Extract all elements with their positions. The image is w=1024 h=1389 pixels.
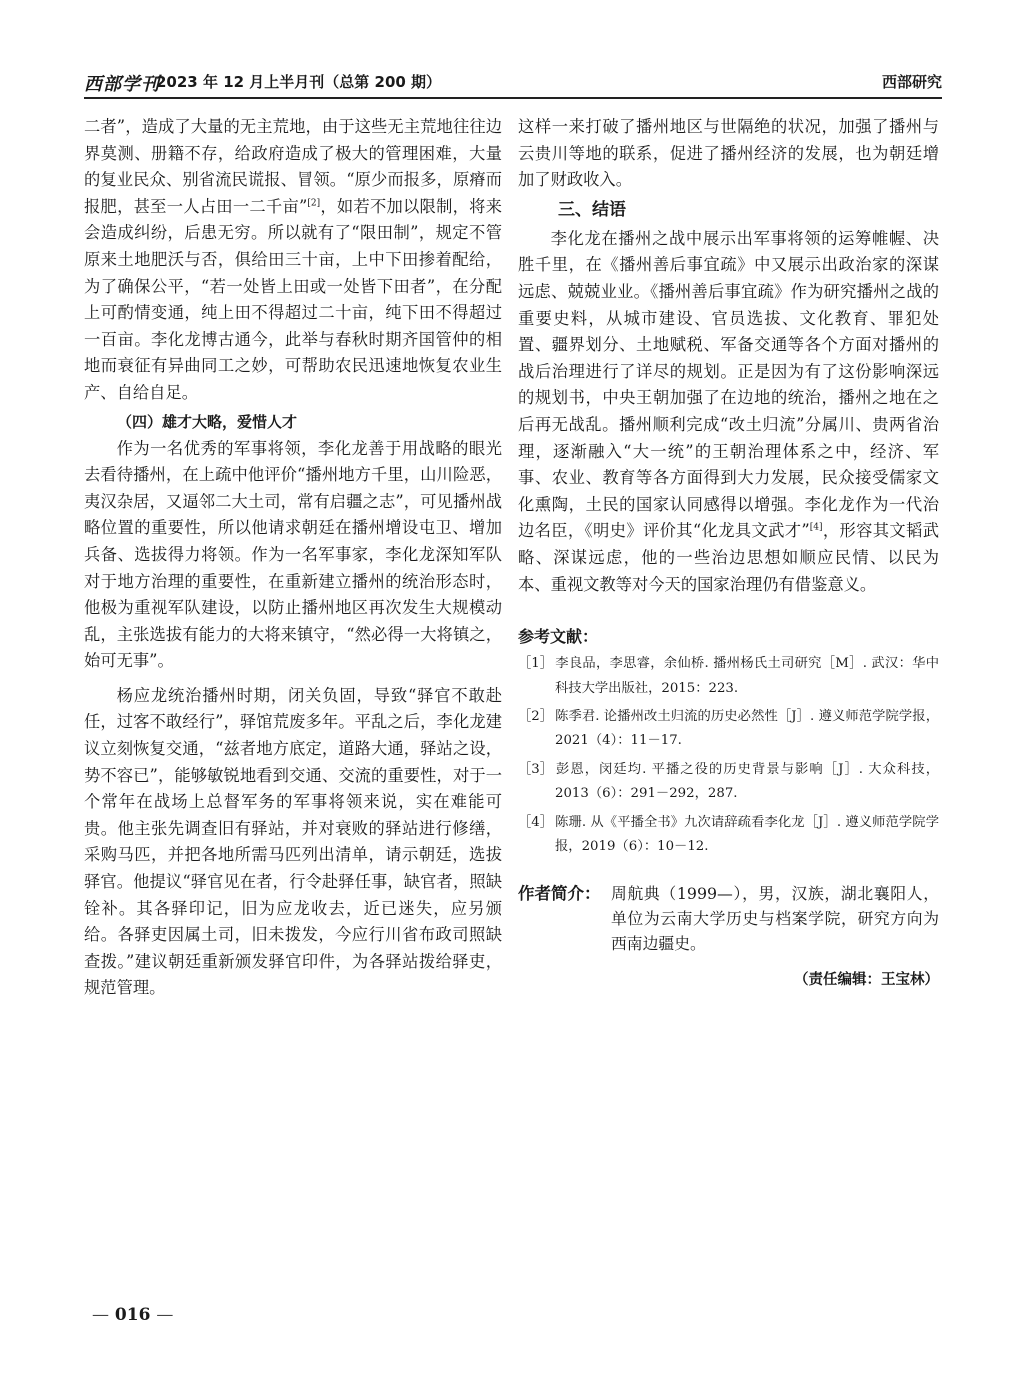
reference-number: ［2］ bbox=[518, 708, 554, 724]
reference-item bbox=[518, 652, 939, 701]
citation-mark: [4] bbox=[809, 522, 823, 533]
section-heading-conclusion: 三、结语 bbox=[558, 199, 626, 220]
reference-text: 李良品，李思睿，余仙桥. 播州杨氏土司研究［M］. 武汉：华中科技大学出版社，2015：223. bbox=[555, 656, 939, 696]
editor-credit: （责任编辑：王宝林） bbox=[794, 972, 939, 989]
folio-dash: — bbox=[92, 1305, 109, 1325]
paragraph-text: 二者”，造成了大量的无主荒地，由于这些无主荒地往往边界莫测、册籍不存，给政府造成了极大的管理困难，大量的复业民众、别省流民谎报、冒领。“原少而报多，原瘠而报肥，甚至一人占田一二千亩” bbox=[84, 117, 502, 216]
reference-number: ［3］ bbox=[518, 761, 554, 777]
subsection-heading: （四）雄才大略，爱惜人才 bbox=[117, 412, 298, 431]
references-title: 参考文献： bbox=[518, 627, 599, 647]
reference-text: 陈珊. 从《平播全书》九次请辞疏看李化龙［J］. 遵义师范学院学报，2019（6）：10－12. bbox=[555, 814, 939, 854]
page-number-value: 016 bbox=[114, 1305, 151, 1325]
section-name: 西部研究 bbox=[881, 73, 942, 91]
reference-text: 彭恩，闵廷均. 平播之役的历史背景与影响［J］. 大众科技，2013（6）：291－292，287. bbox=[555, 761, 939, 802]
issue-info: 2023 年 12 月上半月刊（总第 200 期） bbox=[156, 73, 442, 91]
paragraph-text: ，如若不加以限制，将来会造成纠纷，后患无穷。所以就有了“限田制”，规定不管原来土地肥沃与否，俱给田三十亩，上中下田掺着配给，为了确保公平，“若一处皆上田或一处皆下田者”，在分配上可酌情变通，纯上田不得超过二十亩，纯下田不得超过一百亩。李化龙博古通今，此举与春秋时期齐国管仲的相地而衰征有异曲同工之妙，可帮助农民迅速地恢复农业生产、自给自足。 bbox=[84, 196, 502, 402]
reference-item bbox=[518, 705, 939, 754]
reference-text: 陈季君. 论播州改土归流的历史必然性［J］. 遵义师范学院学报，2021（4）：11－17. bbox=[555, 708, 939, 749]
reference-item bbox=[518, 758, 939, 807]
reference-number: ［4］ bbox=[518, 814, 554, 830]
reference-item bbox=[518, 811, 939, 860]
paragraph-conclusion bbox=[518, 226, 939, 598]
citation-mark: [2] bbox=[307, 198, 321, 209]
left-column bbox=[84, 114, 502, 1002]
right-column bbox=[518, 114, 939, 992]
paragraph-continuation: 这样一来打破了播州地区与世隔绝的状况，加强了播州与云贵川等地的联系，促进了播州经济的发展，也为朝廷增加了财政收入。 bbox=[518, 117, 939, 190]
paragraph-text: ，形容其文韬武略、深谋远虑，他的一些治边思想如顺应民情、以民为本、重视文教等对今天的国家治理仍有借鉴意义。 bbox=[518, 521, 939, 594]
paragraph-military: 作为一名优秀的军事将领，李化龙善于用战略的眼光去看待播州，在上疏中他评价“播州地方千里，山川险恶，夷汉杂居，又逼邻二大土司，常有启疆之志”，可见播州战略位置的重要性，所以他请求朝廷在播州增设屯卫、增加兵备、选拔得力将领。作为一名军事家，李化龙深知军队对于地方治理的重要性，在重新建立播州的统治形态时，他极为重视军队建设，以防止播州地区再次发生大规模动乱，主张选拔有能力的大将来镇守，“然必得一大将镇之，始可无事”。 bbox=[84, 438, 502, 671]
paragraph-land-policy bbox=[84, 114, 502, 407]
header-rule bbox=[84, 97, 942, 99]
page-number bbox=[92, 1305, 173, 1325]
paragraph-post-stations: 杨应龙统治播州时期，闭关负固，导致“驿官不敢赴任，过客不敢经行”，驿馆荒废多年。平乱之后，李化龙建议立刻恢复交通，“兹者地方底定，道路大通，驿站之设，势不容已”，能够敏锐地看到交通、交流的重要性，对于一个常年在战场上总督军务的军事将领来说，实在难能可贵。他主张先调查旧有驿站，并对衰败的驿站进行修缮，采购马匹，并把各地所需马匹列出清单，请示朝廷，选拔驿官。他提议“驿官见在者，行令赴驿任事，缺官者，照缺铨补。其各驿印记，旧为应龙收去，近已迷失，应另颁给。各驿吏因属土司，旧未拨发，今应行川省布政司照缺查拨。”建议朝廷重新颁发驿官印件，为各驿站拨给驿吏，规范管理。 bbox=[84, 685, 502, 998]
author-bio-text: 周航典（1999—），男，汉族，湖北襄阳人，单位为云南大学历史与档案学院，研究方向为西南边疆史。 bbox=[611, 884, 939, 954]
author-bio-label: 作者简介： bbox=[518, 884, 601, 904]
folio-dash: — bbox=[156, 1305, 174, 1325]
reference-number: ［1］ bbox=[518, 656, 554, 672]
paragraph-text: 李化龙在播州之战中展示出军事将领的运筹帷幄、决胜千里，在《播州善后事宜疏》中又展示出政治家的深谋远虑、兢兢业业。《播州善后事宜疏》作为研究播州之战的重要史料，从城市建设、官员选拔、文化教育、罪犯处置、疆界划分、土地赋税、军备交通等各个方面对播州的战后治理进行了详尽的规划。正是因为有了这份影响深远的规划书，中央王朝加强了在边地的统治，播州之地在之后再无战乱。播州顺利完成“改土归流”分属川、贵两省治理，逐渐融入“大一统”的王朝治理体系之中，经济、军事、农业、教育等各方面得到大力发展，民众接受儒家文化熏陶，土民的国家认同感得以增强。李化龙作为一代治边名臣，《明史》评价其“化龙具文武才” bbox=[518, 228, 939, 541]
author-bio bbox=[518, 881, 939, 956]
running-header bbox=[84, 70, 942, 96]
reference-list bbox=[518, 652, 939, 859]
journal-logo: 西部学刊 bbox=[84, 74, 160, 95]
